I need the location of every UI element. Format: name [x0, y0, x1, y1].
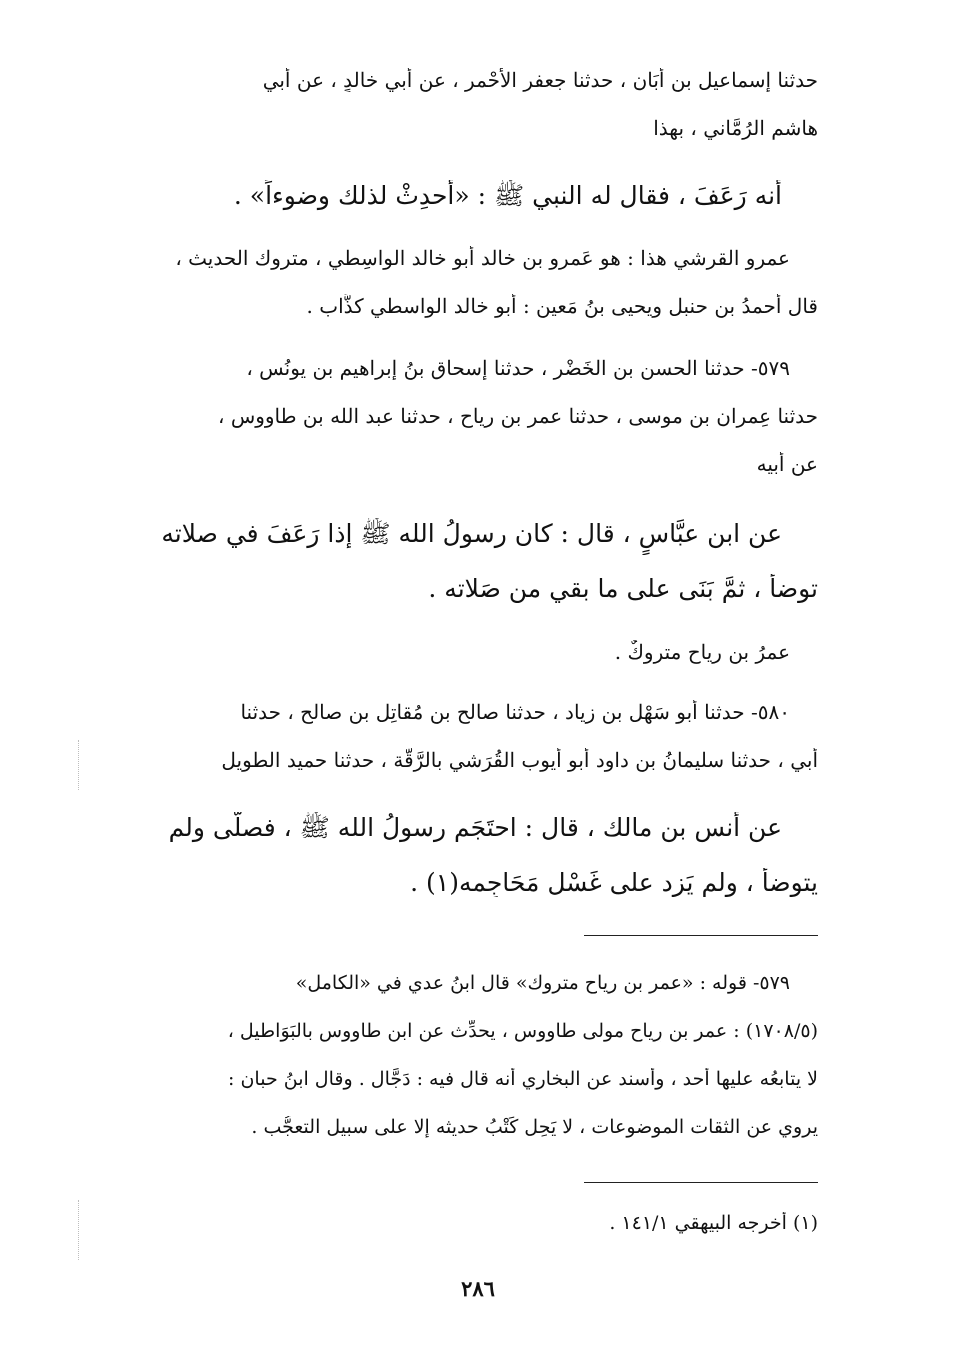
isnad-line-579: عن أبيه: [756, 452, 818, 476]
isnad-line: هاشم الرُمَّاني ، بهذا: [653, 116, 818, 140]
commentary-line-579: عمرُ بن رياح متروكٌ .: [614, 640, 790, 664]
margin-dotted-line: [78, 1200, 79, 1260]
commentary-note-line: (١٧٠٨/٥) : عمر بن رِياح مولى طاووس ، يحدِّث عن ابن طاووس بالبَوَاطيل ،: [227, 1020, 818, 1042]
hadith-text-580: عن أنس بن مالك ، قال : احتَجَم رسولُ الله ﷺ ، فصلَّى ولم: [168, 813, 782, 842]
isnad-line-579: حدثنا عِمران بن موسى ، حدثنا عمر بن رِياح ، حدثنا عبد الله بن طاووس ،: [218, 404, 818, 428]
commentary-note-line: لا يتابعُه عليها أحد ، وأسند عن البخاري أنه قال فيه : دَجَّال . وقال ابنُ حبان :: [228, 1068, 818, 1090]
margin-dotted-line: [78, 740, 79, 790]
commentary-note-line: ٥٧٩- قوله : «عمر بن رياح متروك» قال ابنُ عدي في «الكامل»: [295, 972, 790, 994]
footnote-separator: [584, 935, 818, 936]
commentary-note-line: يروي عن الثقات الموضوعات ، لا يَحِل كَتْبُ حديثه إلا على سبيل التعجُّب .: [251, 1116, 818, 1138]
commentary-line: قال أحمدُ بن حنبل ويحيى بنُ مَعين : أبو خالد الواسطي كذَّاب .: [306, 294, 818, 318]
page-number: ٢٨٦: [461, 1276, 495, 1301]
isnad-line-580: ٥٨٠- حدثنا أبو سَهْل بن زياد ، حدثنا صالح بن مُقاتِل بن صالح ، حدثنا: [240, 700, 790, 724]
footnote-separator: [584, 1182, 818, 1183]
isnad-line-579: ٥٧٩- حدثنا الحسن بن الخَضْر ، حدثنا إسحاق بنُ إبراهيم بن يونُس ،: [246, 356, 790, 380]
hadith-text: أنه رَعَفَ ، فقال له النبي ﷺ : «أحدِثْ لذلك وضوءاً» .: [233, 181, 782, 210]
footnote-line: (١) أخرجه البيهقي ١٤١/١ .: [609, 1212, 818, 1234]
hadith-text-579: توضأ ، ثمَّ بَنَى على ما بقي من صَلاته .: [428, 574, 818, 603]
commentary-line: عمرو القرشي هذا : هو عَمرو بن خالد أبو خالد الواسِطي ، متروك الحديث ،: [175, 246, 790, 270]
isnad-line-580: أبي ، حدثنا سليمانُ بن داود أبو أيوب القُرَشي بالرَّقَّة ، حدثنا حميد الطويل: [221, 748, 818, 772]
isnad-line: حدثنا إسماعيل بن أبَان ، حدثنا جعفر الأحْمر ، عن أبي خالدٍ ، عن أبي: [262, 68, 818, 92]
hadith-text-580: يتوضأ ، ولم يَزِد على غَسْل مَحَاجِمه(١) .: [410, 868, 818, 897]
hadith-text-579: عن ابن عبَّاسٍ ، قال : كان رسولُ الله ﷺ إذا رَعَفَ في صلاته: [161, 519, 782, 548]
